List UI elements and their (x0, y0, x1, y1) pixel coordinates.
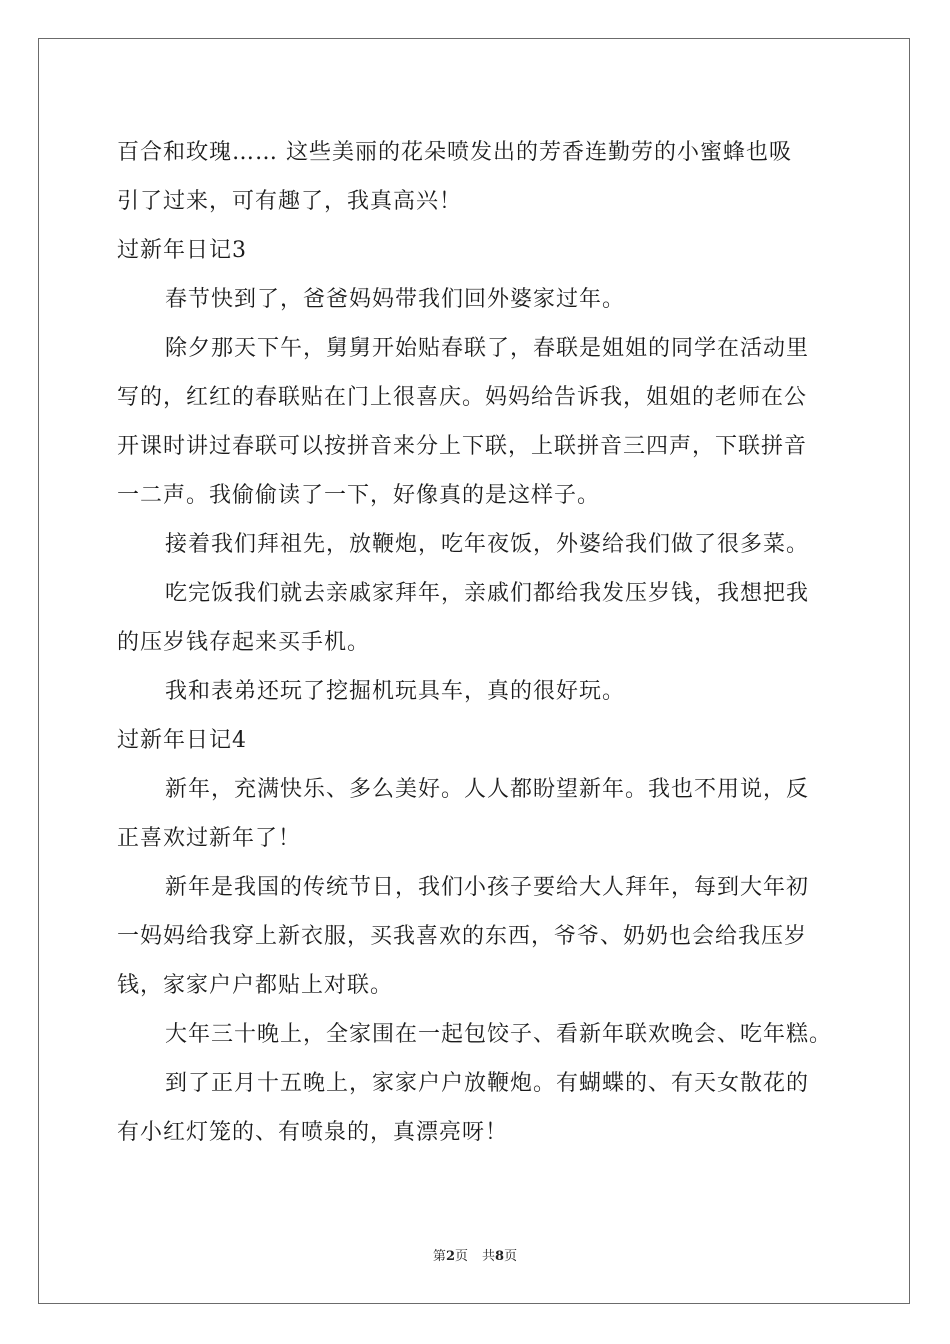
text-line-20: 到了正月十五晚上，家家户户放鞭炮。有蝴蝶的、有天女散花的 (165, 1071, 810, 1096)
page-total-label: 共8页 (482, 1249, 518, 1264)
text-line-21: 有小红灯笼的、有喷泉的，真漂亮呀！ (117, 1120, 509, 1145)
text-line-15: 正喜欢过新年了！ (117, 826, 302, 851)
text-line-6: 写的，红红的春联贴在门上很喜庆。妈妈给告诉我，姐姐的老师在公 (117, 385, 808, 410)
page-footer (0, 1245, 950, 1264)
text-line-4: 春节快到了，爸爸妈妈带我们回外婆家过年。 (165, 287, 626, 312)
text-line-14: 新年，充满快乐、多么美好。人人都盼望新年。我也不用说，反 (165, 777, 810, 802)
text-line-19: 大年三十晚上，全家围在一起包饺子、看新年联欢晚会、吃年糕。 (165, 1022, 833, 1047)
text-line-8: 一二声。我偷偷读了一下，好像真的是这样子。 (117, 483, 601, 508)
text-line-10: 吃完饭我们就去亲戚家拜年，亲戚们都给我发压岁钱，我想把我 (165, 581, 810, 606)
text-line-18: 钱，家家户户都贴上对联。 (117, 973, 394, 998)
text-line-1: 百合和玫瑰…… 这些美丽的花朵喷发出的芳香连勤劳的小蜜蜂也吸 (117, 140, 792, 165)
text-line-2: 引了过来，可有趣了，我真高兴！ (117, 189, 463, 214)
text-line-11: 的压岁钱存起来买手机。 (117, 630, 371, 655)
document-body (117, 128, 833, 1157)
text-line-7: 开课时讲过春联可以按拼音来分上下联，上联拼音三四声，下联拼音 (117, 434, 808, 459)
section-heading-diary-3: 过新年日记3 (117, 238, 247, 263)
text-line-16: 新年是我国的传统节日，我们小孩子要给大人拜年，每到大年初 (165, 875, 810, 900)
text-line-5: 除夕那天下午，舅舅开始贴春联了，春联是姐姐的同学在活动里 (165, 336, 810, 361)
text-line-17: 一妈妈给我穿上新衣服，买我喜欢的东西，爷爷、奶奶也会给我压岁 (117, 924, 808, 949)
page-number-label: 第2页 (432, 1249, 468, 1264)
text-line-9: 接着我们拜祖先，放鞭炮，吃年夜饭，外婆给我们做了很多菜。 (165, 532, 810, 557)
section-heading-diary-4: 过新年日记4 (117, 728, 247, 753)
text-line-12: 我和表弟还玩了挖掘机玩具车，真的很好玩。 (165, 679, 626, 704)
